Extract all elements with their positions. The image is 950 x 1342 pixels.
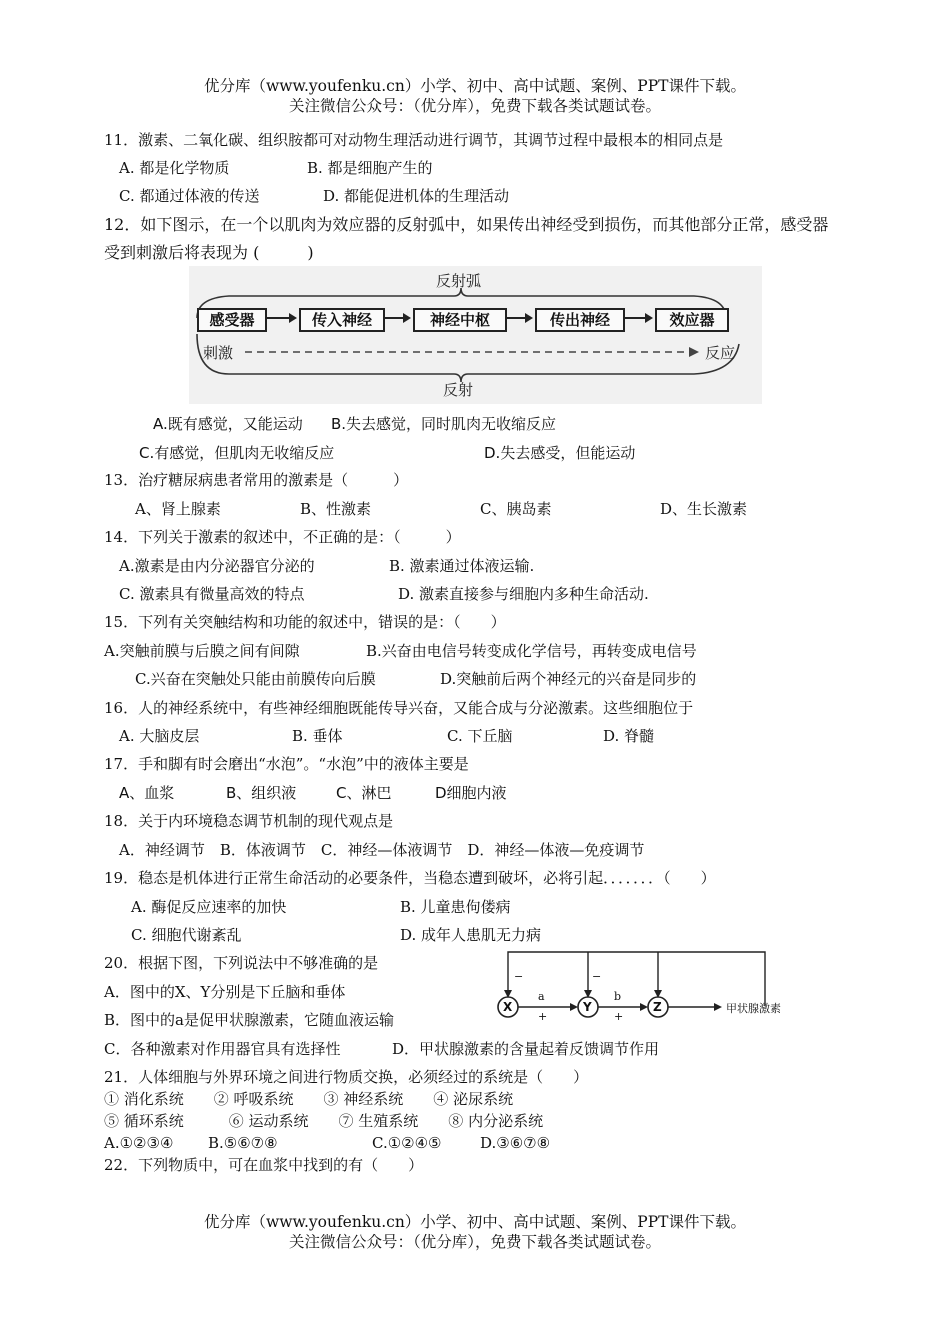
q20-option-b: B．图中的a是促甲状腺激素，它随血液运输 (104, 1011, 394, 1029)
box-nerve-center: 神经中枢 (413, 308, 507, 332)
node-z: Z (653, 1000, 662, 1014)
q16-option-c: C. 下丘脑 (447, 727, 513, 745)
q17-option-a: A、血浆 (119, 784, 175, 802)
q11-option-a: A. 都是化学物质 (119, 159, 230, 177)
q15-option-a: A.突触前膜与后膜之间有间隙 (104, 642, 300, 660)
q11-option-c: C. 都通过体液的传送 (119, 187, 260, 205)
q15-option-d: D.突触前后两个神经元的兴奋是同步的 (440, 670, 697, 688)
q13-option-c: C、胰岛素 (480, 500, 552, 518)
box-receptor: 感受器 (197, 308, 267, 332)
q16-stem: 16．人的神经系统中，有些神经细胞既能传导兴奋，又能合成与分泌激素。这些细胞位于 (104, 699, 694, 717)
footer-line-2: 关注微信公众号：（优分库），免费下载各类试题试卷。 (288, 1233, 661, 1251)
q21-systems-row-2: ⑤ 循环系统 ⑥ 运动系统 ⑦ 生殖系统 ⑧ 内分泌系统 (104, 1112, 544, 1130)
q17-option-c: C、淋巴 (336, 784, 392, 802)
page-header (0, 76, 950, 116)
header-line-1: 优分库（www.youfenku.cn）小学、初中、高中试题、案例、PPT课件下载。 (203, 77, 747, 95)
label-b: b (614, 990, 622, 1003)
q21-option-d: D.③⑥⑦⑧ (480, 1134, 551, 1152)
q19-option-c: C. 细胞代谢紊乱 (131, 926, 242, 944)
q11-stem: 11．激素、二氧化碳、组织胺都可对动物生理活动进行调节，其调节过程中最根本的相同点是 (104, 131, 724, 149)
header-line-2: 关注微信公众号：（优分库），免费下载各类试题试卷。 (288, 97, 661, 115)
feedback-lines (490, 950, 790, 1030)
q12-option-a: A.既有感觉，又能运动 (153, 415, 303, 433)
plus-b: + (614, 1010, 624, 1023)
node-x: X (503, 1000, 513, 1014)
q19-option-a: A. 酶促反应速率的加快 (131, 898, 287, 916)
node-y: Y (583, 1000, 592, 1014)
q20-stem: 20．根据下图，下列说法中不够准确的是 (104, 954, 379, 972)
page-footer (0, 1212, 950, 1252)
q12-stem-line-2: 受到刺激后将表现为 ( ) (104, 243, 314, 262)
response-label: 反应 (705, 344, 736, 362)
q17-option-d: D细胞内液 (435, 784, 507, 802)
q19-option-d: D. 成年人患肌无力病 (400, 926, 542, 944)
q20-option-d: D．甲状腺激素的含量起着反馈调节作用 (392, 1040, 660, 1058)
q14-stem: 14．下列关于激素的叙述中，不正确的是：（ ） (104, 528, 461, 546)
q18-options: A．神经调节 B．体液调节 C．神经—体液调节 D．神经—体液—免疫调节 (119, 841, 645, 859)
q16-option-d: D. 脊髓 (603, 727, 655, 745)
thyroid-feedback-diagram (490, 950, 790, 1030)
q20-option-a: A．图中的X、Y分别是下丘脑和垂体 (104, 983, 346, 1001)
q12-option-b: B.失去感觉，同时肌肉无收缩反应 (331, 415, 557, 433)
box-efferent-nerve: 传出神经 (535, 308, 625, 332)
box-effector: 效应器 (655, 308, 729, 332)
q12-option-c: C.有感觉，但肌肉无收缩反应 (139, 444, 335, 462)
q18-stem: 18．关于内环境稳态调节机制的现代观点是 (104, 812, 394, 830)
q13-option-a: A、肾上腺素 (135, 500, 221, 518)
stimulus-label: 刺激 (203, 344, 234, 362)
q15-option-b: B.兴奋由电信号转变成化学信号，再转变成电信号 (366, 642, 697, 660)
q16-option-a: A. 大脑皮层 (119, 727, 200, 745)
reflex-arc-diagram (189, 266, 762, 404)
q12-option-d: D.失去感受，但能运动 (484, 444, 636, 462)
reflex-label: 反射 (443, 381, 474, 399)
label-a: a (538, 990, 545, 1003)
q11-option-b: B. 都是细胞产生的 (307, 159, 433, 177)
footer-line-1: 优分库（www.youfenku.cn）小学、初中、高中试题、案例、PPT课件下载。 (203, 1213, 747, 1231)
q20-option-c: C．各种激素对作用器官具有选择性 (104, 1040, 341, 1058)
minus-x: − (514, 970, 524, 983)
q22-stem: 22．下列物质中，可在血浆中找到的有（ ） (104, 1156, 424, 1174)
q13-option-d: D、生长激素 (660, 500, 748, 518)
q17-stem: 17．手和脚有时会磨出“水泡”。“水泡”中的液体主要是 (104, 755, 469, 773)
plus-a: + (538, 1010, 548, 1023)
q21-stem: 21．人体细胞与外界环境之间进行物质交换，必须经过的系统是（ ） (104, 1068, 589, 1086)
q13-option-b: B、性激素 (300, 500, 372, 518)
q21-option-b: B.⑤⑥⑦⑧ (208, 1134, 278, 1152)
q17-option-b: B、组织液 (226, 784, 297, 802)
q11-option-d: D. 都能促进机体的生理活动 (323, 187, 510, 205)
q19-option-b: B. 儿童患佝偻病 (400, 898, 511, 916)
q21-option-a: A.①②③④ (104, 1134, 174, 1152)
q14-option-c: C. 激素具有微量高效的特点 (119, 585, 305, 603)
q21-systems-row-1: ① 消化系统 ② 呼吸系统 ③ 神经系统 ④ 泌尿系统 (104, 1090, 514, 1108)
reflex-arc-label: 反射弧 (436, 272, 482, 290)
box-afferent-nerve: 传入神经 (299, 308, 385, 332)
q15-stem: 15．下列有关突触结构和功能的叙述中，错误的是：（ ） (104, 613, 506, 631)
q14-option-b: B. 激素通过体液运输. (389, 557, 535, 575)
q13-stem: 13．治疗糖尿病患者常用的激素是（ ） (104, 471, 409, 489)
q15-option-c: C.兴奋在突触处只能由前膜传向后膜 (135, 670, 376, 688)
q14-option-a: A.激素是由内分泌器官分泌的 (119, 557, 315, 575)
minus-y: − (592, 970, 602, 983)
q14-option-d: D. 激素直接参与细胞内多种生命活动. (398, 585, 649, 603)
q21-option-c: C.①②④⑤ (372, 1134, 442, 1152)
q16-option-b: B. 垂体 (292, 727, 343, 745)
q19-stem: 19．稳态是机体进行正常生命活动的必要条件，当稳态遭到破坏，必将引起．．．．．．．（ ） (104, 869, 716, 887)
thyroid-hormone-label: 甲状腺激素 (726, 1002, 781, 1015)
q12-stem-line-1: 12．如下图示，在一个以肌肉为效应器的反射弧中，如果传出神经受到损伤，而其他部分正常，感受器 (104, 215, 829, 234)
